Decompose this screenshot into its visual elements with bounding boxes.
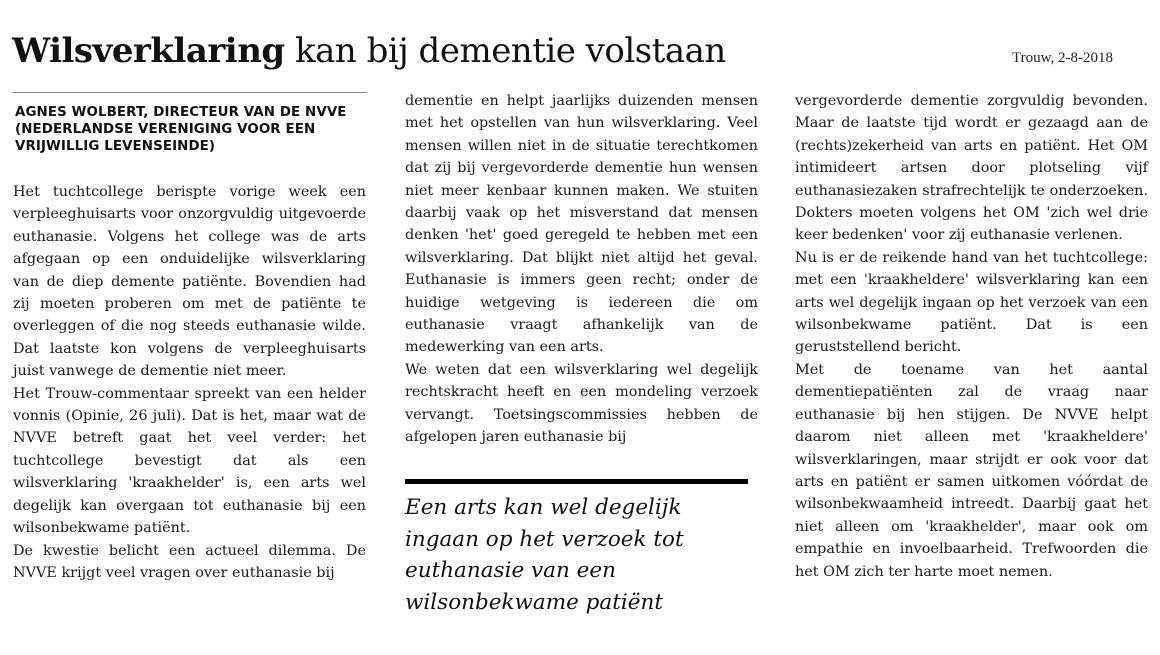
dateline: Trouw, 2-8-2018 — [1012, 50, 1113, 66]
column-1 — [13, 181, 366, 584]
paragraph: Het Trouw-commentaar spreekt van een helder vonnis (Opinie, 26 juli). Dat is het, maar wat de NVVE betreft gaat het veel verder: het tuchtcollege bevestigt dat als een wilsverklaring 'kraakhelder' is, een arts wel degelijk kan overgaan tot euthanasie bij een wilsonbekwame patiënt. — [13, 385, 366, 537]
byline: AGNES WOLBERT, DIRECTEUR VAN DE NVVE (NEDERLANDSE VERENIGING VOOR EEN VRIJWILLIG LEVENSEINDE) — [15, 105, 347, 154]
byline-divider — [12, 92, 367, 93]
column-2 — [405, 90, 758, 468]
paragraph: Nu is er de reikende hand van het tuchtcollege: met een 'kraakheldere' wilsverklaring kan een arts wel degelijk ingaan op het verzoek van een wilsonbekwame patiënt. Dat is een geruststellend bericht. — [795, 249, 1148, 356]
paragraph: dementie en helpt jaarlijks duizenden mensen met het opstellen van hun wilsverklaring. Veel mensen willen niet in de situatie terechtkomen dat zij bij vergevorderde dementie hun wensen niet meer kenbaar kunnen maken. We stuiten daarbij vaak op het misverstand dat mensen denken 'het' goed geregeld te hebben met een wilsverklaring. Dat blijkt niet altijd het geval. Euthanasie is immers geen recht; onder de huidige wetgeving is iedereen die om euthanasie vraagt afhankelijk van de medewerking van een arts. — [405, 93, 758, 356]
paragraph: De kwestie belicht een actueel dilemma. De NVVE krijgt veel vragen over euthanasie bij — [13, 542, 366, 581]
headline-bold: Wilsverklaring — [12, 31, 285, 71]
page-title — [12, 28, 726, 74]
pullquote: Een arts kan wel degelijk ingaan op het verzoek tot euthanasie van een wilsonbekwame patiënt — [405, 495, 684, 615]
paragraph: Het tuchtcollege berispte vorige week een verpleeghuisarts voor onzorgvuldig uitgevoerde euthanasie. Volgens het college was de arts afgegaan op een onduidelijke wilsverklaring van de diep demente patiënte. Bovendien had zij moeten proberen om met de patiënte te overleggen of die nog steeds euthanasie wilde. Dat laatste kon volgens de verpleeghuisarts juist vanwege de dementie niet meer. — [13, 184, 366, 380]
column-3 — [795, 90, 1148, 583]
paragraph: We weten dat een wilsverklaring wel degelijk rechtskracht heeft en een mondeling verzoek vervangt. Toetsingscommissies hebben de afgelopen jaren euthanasie bij — [405, 361, 758, 446]
paragraph: vergevorderde dementie zorgvuldig bevonden. Maar de laatste tijd wordt er gezaagd aan de (rechts)zekerheid van arts en patiënt. Het OM intimideert artsen door plotseling vijf euthanasiezaken strafrechtelijk te onderzoeken. Dokters moeten volgens het OM 'zich wel drie keer bedenken' voor zij euthanasie verlenen. — [795, 93, 1148, 244]
paragraph: Met de toename van het aantal dementiepatiënten zal de vraag naar euthanasie bij hen stijgen. De NVVE helpt daarom niet alleen met 'kraakheldere' wilsverklaringen, maar strijdt er ook voor dat arts en patiënt er samen uitkomen vóórdat de wilsonbekwaamheid intreedt. Daarbij gaat het niet alleen om 'kraakhelder', maar ook om empathie en invoelbaarheid. Trefwoorden die het OM zich ter harte moet nemen. — [795, 361, 1148, 580]
pullquote-divider — [405, 479, 748, 484]
headline-rest: kan bij dementie volstaan — [284, 31, 726, 71]
